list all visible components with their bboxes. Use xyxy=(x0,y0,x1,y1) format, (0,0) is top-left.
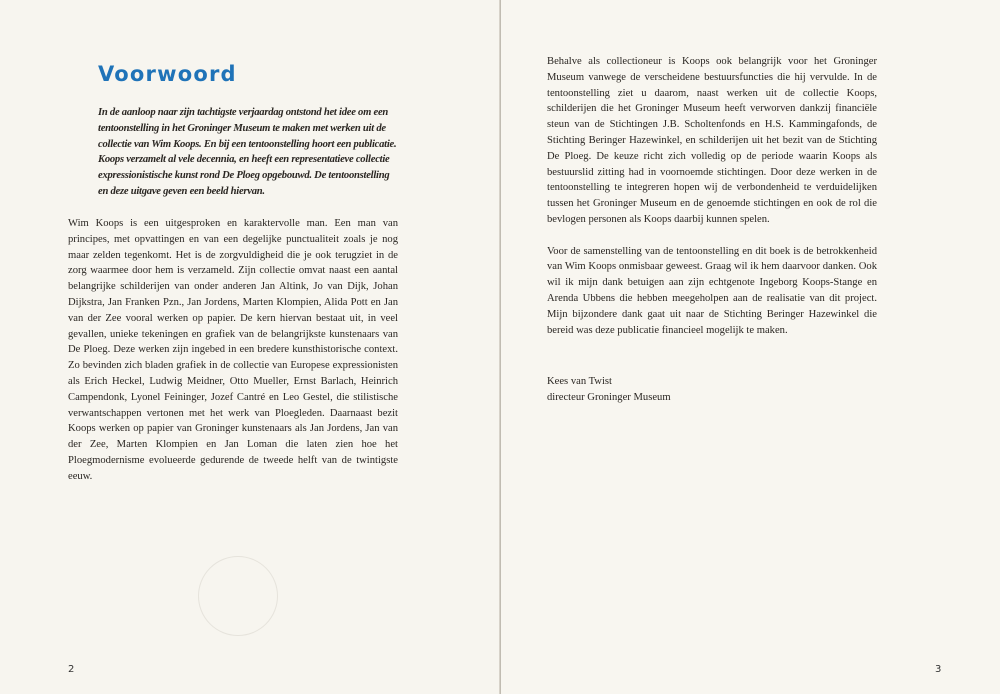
signature-name: Kees van Twist xyxy=(547,376,612,387)
right-page xyxy=(501,0,1000,694)
faint-stamp-mark xyxy=(198,556,278,636)
right-paragraph-2: Voor de samenstelling van de tentoonstelling en dit boek is de betrokkenheid van Wim Koops onmisbaar geweest. Graag wil ik hem daarvoor danken. Ook wil ik mijn dank betuigen aan zijn echtgenote Ingeborg Koops-Stange en Arenda Ubbens die hebben meegeholpen aan de realisatie van dit project. Mijn bijzondere dank gaat uit naar de Stichting Beringer Hazewinkel die bereid was deze publicatie financieel mogelijk te maken. xyxy=(547,245,877,336)
page-number-right: 3 xyxy=(935,664,942,675)
page-title: Voorwoord xyxy=(98,62,237,86)
page-number-left: 2 xyxy=(68,664,75,675)
intro-paragraph: In de aanloop naar zijn tachtigste verjaardag ontstond het idee om een tentoonstelling in het Groninger Museum te maken met werken uit de collectie van Wim Koops. En bij een tentoonstelling hoort een publicatie. Koops verzamelt al vele decennia, en heeft een representatieve collectie expressionistische kunst rond De Ploeg opgebouwd. De tentoonstelling en deze uitgave geven een beeld hiervan. xyxy=(98,107,397,197)
body-paragraph: Wim Koops is een uitgesproken en karaktervolle man. Een man van principes, met opvattingen en van een degelijke punctualiteit zoals je nog maar zelden tegenkomt. Het is de zorgvuldigheid die je ook terugziet in de zorg waarmee door hem is verzameld. Zijn collectie omvat naast een aantal belangrijke schilderijen van onder anderen Jan Altink, Jo van Dijk, Johan Dijkstra, Jan Franken Pzn., Jan Jordens, Marten Klompien, Alida Pott en Jan van der Zee vooral werken op papier. De kern hiervan bestaat uit, in veel gevallen, unieke tekeningen en grafiek van de belangrijkste kunstenaars van De Ploeg. Deze werken zijn ingebed in een bredere kunsthistorische context. Zo bevinden zich bladen grafiek in de collectie van Europese expressionisten als Erich Heckel, Ludwig Meidner, Otto Mueller, Ernst Barlach, Heinrich Campendonk, Lyonel Feininger, Jozef Cantré en Leo Gestel, die stilistische verwantschappen vertonen met het werk van Ploegleden. Daarnaast bezit Koops werken op papier van Groninger kunstenaars als Jan Jordens, Jan van der Zee, Marten Klompien en Jan Loman die laten zien hoe het Ploegmodernisme evolueerde gedurende de tweede helft van de twintigste eeuw. xyxy=(68,218,398,482)
signature-block xyxy=(547,374,671,406)
right-text-column xyxy=(547,54,877,354)
right-paragraph-1: Behalve als collectioneur is Koops ook belangrijk voor het Groninger Museum vanwege de verscheidene bestuursfuncties die hij vervulde. In de tentoonstelling ziet u daarom, naast werken uit de collectie Koops, schilderijen die het Groninger Museum heeft verworven dankzij financiële steun van de Stichtingen J.B. Scholtenfonds en H.S. Kammingafonds, de Stichting Beringer Hazewinkel, en schilderijen uit het bezit van de Stichting De Ploeg. De keuze richt zich volledig op de periode waarin Koops als bestuurslid zitting had in voornoemde stichtingen. Door deze werken in de tentoonstelling te integreren hopen wij de verbondenheid te verduidelijken tussen het Groninger Museum en de genoemde stichtingen en ook de rol die bevlogen personen als Koops daarbij kunnen spelen. xyxy=(547,56,877,225)
signature-title: directeur Groninger Museum xyxy=(547,391,671,403)
